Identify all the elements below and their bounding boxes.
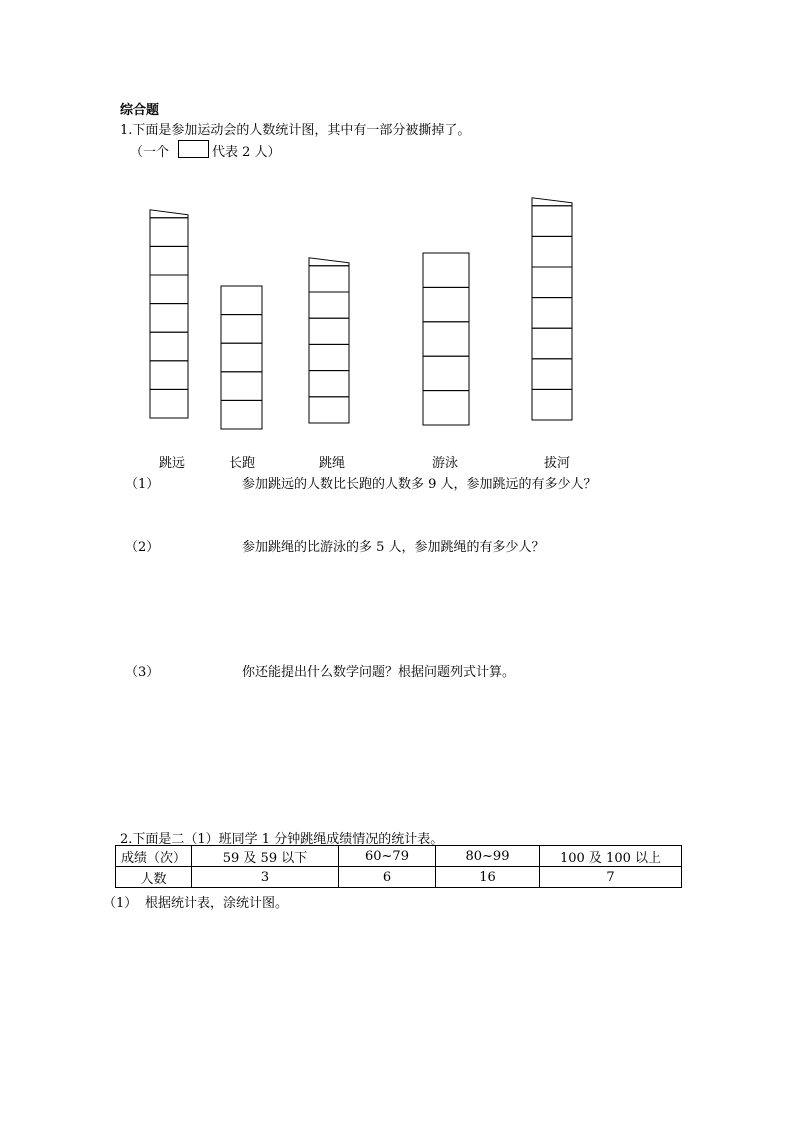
table-cell: 3 bbox=[192, 867, 339, 888]
question-1-1-number: （1） bbox=[125, 477, 160, 492]
bar-block-跳远 bbox=[150, 389, 188, 418]
bar-block-拔河 bbox=[532, 389, 572, 420]
table-header-cell: 60~79 bbox=[339, 846, 436, 867]
table-header-cell: 59 及 59 以下 bbox=[192, 846, 339, 867]
torn-edge-跳远 bbox=[150, 210, 188, 218]
question-2-1-text: 根据统计表，涂统计图。 bbox=[145, 896, 289, 911]
bar-block-长跑 bbox=[221, 315, 262, 344]
table-cell: 7 bbox=[540, 867, 682, 888]
section-title: 综合题 bbox=[120, 103, 160, 118]
bar-block-跳远 bbox=[150, 275, 188, 304]
question-1-3-number: （3） bbox=[125, 665, 160, 680]
bar-block-长跑 bbox=[221, 372, 262, 401]
question-1-prompt: 1.下面是参加运动会的人数统计图，其中有一部分被撕掉了。 bbox=[120, 123, 471, 138]
bar-block-拔河 bbox=[532, 236, 572, 267]
question-1-2-number: （2） bbox=[125, 540, 160, 555]
bar-block-长跑 bbox=[221, 400, 262, 429]
question-1-3-text: 你还能提出什么数学问题？根据问题列式计算。 bbox=[242, 665, 516, 680]
bar-block-长跑 bbox=[221, 343, 262, 372]
category-label: 游泳 bbox=[431, 456, 458, 471]
bar-block-游泳 bbox=[423, 253, 469, 287]
bar-block-拔河 bbox=[532, 298, 572, 329]
bar-block-游泳 bbox=[423, 322, 469, 356]
bar-block-跳远 bbox=[150, 304, 188, 333]
table-header-cell: 100 及 100 以上 bbox=[540, 846, 682, 867]
torn-edge-跳绳 bbox=[309, 258, 349, 266]
question-2-prompt: 2.下面是二（1）班同学 1 分钟跳绳成绩情况的统计表。 bbox=[120, 832, 444, 847]
question-1-2-text: 参加跳绳的比游泳的多 5 人，参加跳绳的有多少人？ bbox=[242, 540, 545, 555]
bar-block-拔河 bbox=[532, 267, 572, 298]
table-cell: 6 bbox=[339, 867, 436, 888]
bar-block-跳远 bbox=[150, 246, 188, 275]
category-label: 跳绳 bbox=[318, 456, 345, 471]
table-cell: 人数 bbox=[116, 867, 192, 888]
bar-block-跳绳 bbox=[309, 292, 349, 318]
category-label: 长跑 bbox=[228, 456, 255, 471]
bar-block-跳远 bbox=[150, 218, 188, 247]
table-cell: 16 bbox=[436, 867, 540, 888]
table-header-cell: 80~99 bbox=[436, 846, 540, 867]
bar-block-长跑 bbox=[221, 286, 262, 315]
bar-block-跳绳 bbox=[309, 318, 349, 344]
bar-block-游泳 bbox=[423, 391, 469, 425]
jump-rope-score-table bbox=[115, 845, 682, 888]
bar-block-游泳 bbox=[423, 356, 469, 390]
bar-block-拔河 bbox=[532, 206, 572, 237]
bar-block-跳远 bbox=[150, 361, 188, 390]
bar-block-跳绳 bbox=[309, 266, 349, 292]
category-label: 拔河 bbox=[543, 456, 570, 471]
bar-block-游泳 bbox=[423, 287, 469, 321]
bar-block-跳远 bbox=[150, 332, 188, 361]
table-header-cell: 成绩（次） bbox=[116, 846, 192, 867]
bar-block-拔河 bbox=[532, 328, 572, 359]
question-1-1-text: 参加跳远的人数比长跑的人数多 9 人，参加跳远的有多少人？ bbox=[242, 477, 597, 492]
legend-suffix: 代表 2 人） bbox=[212, 145, 281, 160]
bar-block-跳绳 bbox=[309, 344, 349, 370]
category-label: 跳远 bbox=[158, 456, 185, 471]
pictograph-chart bbox=[0, 0, 794, 480]
table-row bbox=[116, 867, 682, 888]
torn-edge-拔河 bbox=[532, 198, 572, 206]
table-header-row bbox=[116, 846, 682, 867]
bar-block-跳绳 bbox=[309, 371, 349, 397]
bar-block-拔河 bbox=[532, 359, 572, 390]
legend-prefix: （一个 bbox=[130, 145, 170, 160]
question-2-1-number: （1） bbox=[103, 896, 138, 911]
bar-block-跳绳 bbox=[309, 397, 349, 423]
